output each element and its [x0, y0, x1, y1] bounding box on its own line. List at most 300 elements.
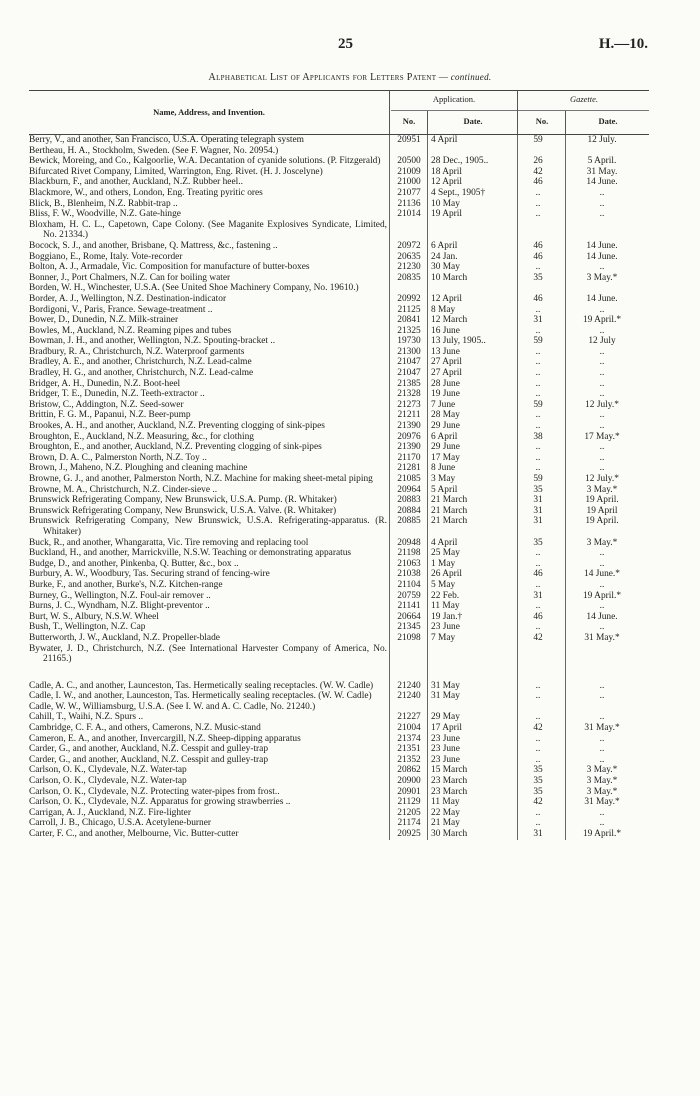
- application-number: 21325: [397, 325, 421, 336]
- application-date: 11 May: [431, 797, 460, 808]
- gazette-number: ..: [535, 622, 541, 633]
- application-number: [391, 702, 427, 713]
- gazette-number: ..: [535, 421, 541, 432]
- application-date: 12 April: [431, 177, 462, 188]
- gazette-date: ..: [599, 463, 605, 474]
- table-row: [29, 818, 649, 829]
- gazette-number: ..: [535, 754, 541, 765]
- application-date: 13 June: [431, 346, 460, 357]
- table-row: [29, 591, 649, 602]
- application-number: 21098: [397, 632, 421, 643]
- gazette-date: 19 April.*: [582, 590, 622, 601]
- column-rule: [517, 135, 518, 840]
- gazette-date: 17 May.*: [584, 431, 620, 442]
- applicant-entry: [29, 548, 391, 559]
- table-row: [29, 252, 649, 263]
- table-row: [29, 569, 649, 580]
- table-row: [29, 294, 649, 305]
- gazette-date: ..: [599, 410, 605, 421]
- gazette-number: ..: [535, 579, 541, 590]
- application-date: 23 June: [431, 754, 460, 765]
- document-code: H.—10.: [598, 36, 648, 52]
- application-number: 21009: [397, 166, 421, 177]
- application-date: 7 June: [431, 399, 456, 410]
- applicant-entry: [29, 167, 391, 178]
- entry-text: Buck, R., and another, Whangaratta, Vic. Tire removing and replacing tool: [29, 537, 309, 548]
- column-header-gazette-no: No.: [535, 116, 549, 126]
- gazette-number: ..: [535, 463, 541, 474]
- applicant-entry: [29, 156, 391, 167]
- gazette-date: 19 April: [586, 505, 618, 516]
- entry-text: Carlson, O. K., Clydevale, N.Z. Water-tap: [29, 765, 187, 776]
- application-date: 12 April: [431, 293, 462, 304]
- entry-text: Brown, D. A. C., Palmerston North, N.Z. Toy ..: [29, 452, 207, 463]
- applicant-entry: [29, 252, 391, 263]
- gazette-number: 31: [533, 829, 543, 839]
- gazette-number: ..: [535, 744, 541, 755]
- application-date: 19 April: [431, 209, 462, 220]
- application-date: 17 May: [431, 452, 460, 463]
- entry-text: Blackmore, W., and others, London, Eng. Treating pyritic ores: [29, 187, 263, 198]
- entry-text: Bridger, T. E., Dunedin, N.Z. Teeth-extractor ..: [29, 389, 205, 400]
- entry-text: Broughton, E., Auckland, N.Z. Measuring, &c., for clothing: [29, 431, 254, 442]
- entry-text: Burt, W. S., Albury, N.S.W. Wheel: [29, 611, 159, 622]
- application-date: 15 March: [431, 765, 468, 776]
- application-number: 21385: [397, 378, 421, 389]
- gazette-number: ..: [535, 378, 541, 389]
- table-row: [29, 156, 649, 167]
- application-number: 21047: [397, 357, 421, 368]
- application-number: 20500: [397, 156, 421, 167]
- gazette-number: 42: [533, 723, 543, 734]
- application-date: [427, 283, 515, 294]
- table-row: [29, 495, 649, 506]
- gazette-number: ..: [535, 325, 541, 336]
- title-lead: Alphabetical List of Applicants for Letters Patent: [208, 72, 437, 83]
- application-date: 4 April: [431, 135, 458, 145]
- gazette-number: ..: [535, 368, 541, 379]
- application-date: 31 May: [431, 691, 460, 702]
- entry-text: Blackburn, F., and another, Auckland, N.Z. Rubber heel..: [29, 177, 243, 188]
- application-number: 20664: [397, 611, 421, 622]
- applicant-entry: [29, 485, 391, 496]
- table-row: [29, 135, 649, 146]
- applicant-entry: [29, 474, 391, 485]
- application-date: 22 Feb.: [431, 590, 460, 601]
- gazette-date: ..: [599, 807, 605, 818]
- entry-text: Butterworth, J. W., Auckland, N.Z. Propeller-blade: [29, 632, 220, 643]
- gazette-number: ..: [535, 262, 541, 273]
- applicant-entry: [29, 421, 391, 432]
- application-date: 28 May: [431, 410, 460, 421]
- table-row: [29, 463, 649, 474]
- application-date: 3 May: [431, 474, 456, 484]
- entry-text: Bonner, J., Port Chalmers, N.Z. Can for boiling water: [29, 272, 231, 283]
- gazette-date: 3 May.*: [586, 537, 618, 548]
- application-date: 5 May: [431, 579, 456, 590]
- column-header-app-no: No.: [402, 116, 416, 126]
- application-date: 21 March: [431, 495, 468, 506]
- application-number: 20951: [397, 135, 421, 145]
- gazette-date: 3 May.*: [586, 786, 618, 797]
- gazette-date: ..: [599, 198, 605, 209]
- gazette-date: ..: [599, 421, 605, 432]
- table-row: [29, 336, 649, 347]
- application-number: 20862: [397, 765, 421, 776]
- table-row: [29, 453, 649, 464]
- application-date: 30 March: [431, 829, 468, 839]
- application-date: 6 April: [431, 431, 458, 442]
- table-body: [29, 135, 649, 840]
- application-number: 21273: [397, 399, 421, 410]
- application-date: 25 May: [431, 548, 460, 559]
- entry-text: Bradbury, R. A., Christchurch, N.Z. Waterproof garments: [29, 346, 245, 357]
- gazette-date: ..: [599, 389, 605, 400]
- applicant-entry: [29, 818, 391, 829]
- application-date: 23 June: [431, 622, 460, 633]
- application-date: 24 Jan.: [431, 251, 458, 262]
- entry-text: Blick, B., Blenheim, N.Z. Rabbit-trap ..: [29, 198, 178, 209]
- table-row: [29, 199, 649, 210]
- gazette-number: ..: [535, 818, 541, 829]
- application-number: 21174: [397, 818, 421, 829]
- applicant-entry: [29, 516, 391, 537]
- gazette-number: [515, 283, 561, 294]
- application-date: [427, 644, 515, 665]
- gazette-date: 12 July.*: [585, 474, 619, 484]
- header-rule: [427, 111, 428, 134]
- table-row: [29, 241, 649, 252]
- application-number: [391, 146, 427, 157]
- application-number: [391, 283, 427, 294]
- entry-text: Browne, M. A., Christchurch, N.Z. Cinder-sieve ..: [29, 484, 218, 495]
- applicant-entry: [29, 495, 391, 506]
- entry-text: Brunswick Refrigerating Company, New Brunswick, U.S.A. Valve. (R. Whitaker): [29, 505, 337, 516]
- table-row: [29, 633, 649, 644]
- column-header-app-date: Date.: [463, 116, 483, 126]
- application-number: 20901: [397, 786, 421, 797]
- table-row: [29, 474, 649, 485]
- gazette-date: 19 April.*: [582, 829, 622, 839]
- entry-text: Cambridge, C. F. A., and others, Camerons, N.Z. Music-stand: [29, 723, 261, 734]
- table-row: [29, 283, 649, 294]
- application-number: 21077: [397, 187, 421, 198]
- application-date: 13 July, 1905..: [431, 336, 486, 347]
- page-header: [0, 36, 700, 56]
- entry-text: Carlson, O. K., Clydevale, N.Z. Protecting water-pipes from frost..: [29, 786, 280, 797]
- applicant-entry: [29, 723, 391, 734]
- table-row: [29, 776, 649, 787]
- applicant-entry: [29, 622, 391, 633]
- applicant-entry: [29, 368, 391, 379]
- application-number: 21141: [397, 601, 421, 612]
- table-row: [29, 305, 649, 316]
- table-row: [29, 538, 649, 549]
- entry-text: Bifurcated Rivet Company, Limited, Warrington, Eng. Rivet. (H. J. Joscelyne): [29, 166, 323, 177]
- application-date: [427, 702, 515, 713]
- applicant-entry: [29, 432, 391, 443]
- gazette-date: ..: [599, 754, 605, 765]
- gazette-number: ..: [535, 807, 541, 818]
- application-number: 21390: [397, 442, 421, 453]
- application-number: 20635: [397, 251, 421, 262]
- application-number: 20900: [397, 776, 421, 787]
- gazette-date: 31 May.: [586, 166, 618, 177]
- entry-text: Bradley, A. E., and another, Christchurch, N.Z. Lead-calme: [29, 357, 252, 368]
- gazette-date: 3 May.*: [586, 484, 618, 495]
- application-number: 21390: [397, 421, 421, 432]
- gazette-number: ..: [535, 691, 541, 702]
- application-number: 21125: [397, 304, 421, 315]
- gazette-number: 35: [533, 537, 543, 548]
- gazette-number: ..: [535, 712, 541, 723]
- table-row: [29, 167, 649, 178]
- table-row: [29, 188, 649, 199]
- application-number: 20759: [397, 590, 421, 601]
- gazette-number: 59: [533, 474, 543, 484]
- application-date: 18 April: [431, 166, 462, 177]
- column-header-name: Name, Address, and Invention.: [153, 107, 265, 117]
- gazette-date: ..: [599, 368, 605, 379]
- gazette-date: ..: [599, 680, 605, 691]
- applicant-entry: [29, 177, 391, 188]
- application-number: 21211: [397, 410, 421, 421]
- application-number: 21281: [397, 463, 421, 474]
- applicant-entry: [29, 400, 391, 411]
- applicant-entry: [29, 506, 391, 517]
- entry-text: Bocock, S. J., and another, Brisbane, Q. Mattress, &c., fastening ..: [29, 240, 278, 251]
- applicant-entry: [29, 644, 391, 665]
- table-row: [29, 829, 649, 840]
- applicant-entry: [29, 209, 391, 220]
- table-row: [29, 580, 649, 591]
- entry-text: Cameron, E. A., and another, Invercargill, N.Z. Sheep-dipping apparatus: [29, 733, 301, 744]
- gazette-number: ..: [535, 452, 541, 463]
- gazette-date: 12 July.: [587, 135, 617, 145]
- gazette-date: ..: [599, 304, 605, 315]
- applicant-entry: [29, 755, 391, 766]
- gazette-date: ..: [599, 187, 605, 198]
- column-header-gazette-date: Date.: [598, 116, 618, 126]
- applicant-entry: [29, 336, 391, 347]
- gazette-date: [561, 283, 643, 294]
- entry-text: Brookes, A. H., and another, Auckland, N.Z. Preventing clogging of sink-pipes: [29, 421, 325, 432]
- entry-text: Carder, G., and another, Auckland, N.Z. Cesspit and gulley-trap: [29, 754, 269, 765]
- header-rule: [389, 91, 390, 134]
- table-row: [29, 622, 649, 633]
- gazette-number: 46: [533, 569, 543, 580]
- applicant-entry: [29, 712, 391, 723]
- application-number: 21014: [397, 209, 421, 220]
- application-date: 23 March: [431, 786, 468, 797]
- application-number: 21240: [397, 680, 421, 691]
- application-date: 10 March: [431, 272, 468, 283]
- gazette-number: ..: [535, 558, 541, 569]
- application-number: 21038: [397, 569, 421, 580]
- table-row: [29, 787, 649, 798]
- table-row: [29, 421, 649, 432]
- table-row: [29, 315, 649, 326]
- entry-text: Bywater, J. D., Christchurch, N.Z. (See International Harvester Company of America, No. 21165.): [29, 643, 387, 665]
- application-number: 19730: [397, 336, 421, 347]
- applicant-entry: [29, 294, 391, 305]
- applicant-entry: [29, 315, 391, 326]
- entry-text: Burney, G., Wellington, N.Z. Foul-air remover ..: [29, 590, 211, 601]
- page-number: 25: [338, 36, 353, 52]
- table-row: [29, 389, 649, 400]
- applicant-entry: [29, 463, 391, 474]
- gazette-date: [561, 220, 643, 241]
- application-date: 6 April: [431, 240, 458, 251]
- application-date: 30 May: [431, 262, 460, 273]
- table-row: [29, 506, 649, 517]
- title-continued: continued.: [450, 72, 492, 82]
- application-date: 19 June: [431, 389, 460, 400]
- entry-text: Bower, D., Dunedin, N.Z. Milk-strainer: [29, 315, 179, 326]
- table-row: [29, 808, 649, 819]
- entry-text: Browne, G. J., and another, Palmerston North, N.Z. Machine for making sheet-metal piping: [29, 474, 373, 484]
- entry-text: Brunswick Refrigerating Company, New Brunswick, U.S.A. Pump. (R. Whitaker): [29, 495, 337, 506]
- applicant-entry: [29, 262, 391, 273]
- application-number: 21004: [397, 723, 421, 734]
- gazette-date: 14 June.: [586, 611, 618, 622]
- applicant-entry: [29, 765, 391, 776]
- gazette-number: ..: [535, 601, 541, 612]
- gazette-number: 42: [533, 166, 543, 177]
- table-row: [29, 410, 649, 421]
- entry-text: Budge, D., and another, Pinkenba, Q. Butter, &c., box ..: [29, 558, 239, 569]
- entry-text: Burke, F., and another, Burke's, N.Z. Kitchen-range: [29, 579, 223, 590]
- gazette-date: ..: [599, 622, 605, 633]
- application-number: 20885: [397, 516, 421, 527]
- application-number: 21047: [397, 368, 421, 379]
- applicant-entry: [29, 326, 391, 337]
- application-number: 21063: [397, 558, 421, 569]
- gazette-number: [515, 220, 561, 241]
- applicant-entry: [29, 633, 391, 644]
- applicant-entry: [29, 776, 391, 787]
- application-date: 26 April: [431, 569, 462, 580]
- applicant-entry: [29, 797, 391, 808]
- applicant-entry: [29, 702, 391, 713]
- application-date: 4 April: [431, 537, 458, 548]
- application-date: 27 April: [431, 357, 462, 368]
- application-date: 31 May: [431, 680, 460, 691]
- gazette-date: ..: [599, 548, 605, 559]
- gazette-date: 14 June.*: [584, 569, 620, 580]
- gazette-date: ..: [599, 346, 605, 357]
- gazette-date: 12 July: [588, 336, 616, 347]
- application-number: 21085: [397, 474, 421, 484]
- table-row: [29, 797, 649, 808]
- table-row: [29, 765, 649, 776]
- gazette-date: 3 May.*: [586, 776, 618, 787]
- applicant-entry: [29, 273, 391, 284]
- table-row: [29, 262, 649, 273]
- gazette-date: ..: [599, 579, 605, 590]
- application-date: 8 June: [431, 463, 456, 474]
- entry-text: Border, A. J., Wellington, N.Z. Destination-indicator: [29, 293, 227, 304]
- application-number: 20883: [397, 495, 421, 506]
- table-row: [29, 146, 649, 157]
- gazette-number: 59: [533, 135, 543, 145]
- table-row: [29, 755, 649, 766]
- table-row: [29, 485, 649, 496]
- entry-text: Carder, G., and another, Auckland, N.Z. Cesspit and gulley-trap: [29, 744, 269, 755]
- gazette-date: 31 May.*: [584, 797, 620, 808]
- applicant-entry: [29, 135, 391, 146]
- application-date: 22 May: [431, 807, 460, 818]
- column-rule: [427, 135, 428, 840]
- applicant-entry: [29, 389, 391, 400]
- entry-text: Bolton, A. J., Armadale, Vic. Composition for manufacture of butter-boxes: [29, 262, 310, 273]
- applicant-entry: [29, 580, 391, 591]
- entry-text: Carroll, J. B., Chicago, U.S.A. Acetylene-burner: [29, 818, 211, 829]
- application-date: 21 March: [431, 516, 468, 527]
- gazette-number: 31: [533, 495, 543, 506]
- gazette-number: ..: [535, 733, 541, 744]
- entry-text: Boggiano, E., Rome, Italy. Vote-recorder: [29, 251, 183, 262]
- gazette-number: ..: [535, 410, 541, 421]
- table-row: [29, 548, 649, 559]
- table-row: [29, 516, 649, 537]
- application-number: 20948: [397, 537, 421, 548]
- application-date: 19 Jan.†: [431, 611, 463, 622]
- applicant-entry: [29, 199, 391, 210]
- applicant-entry: [29, 538, 391, 549]
- entry-text: Bristow, C., Addington, N.Z. Seed-sower: [29, 399, 184, 410]
- gazette-date: 19 April.: [585, 495, 619, 506]
- applicants-table: [29, 90, 649, 840]
- table-row: [29, 442, 649, 453]
- entry-text: Bowles, M., Auckland, N.Z. Reaming pipes and tubes: [29, 325, 232, 336]
- gazette-number: 42: [533, 632, 543, 643]
- gazette-number: 31: [533, 590, 543, 601]
- application-date: 4 Sept., 1905†: [431, 187, 486, 198]
- gazette-number: 46: [533, 251, 543, 262]
- table-row: [29, 209, 649, 220]
- entry-text: Broughton, E., and another, Auckland, N.Z. Preventing clogging of sink-pipes: [29, 442, 322, 453]
- entry-text: Carrigan, A. J., Auckland, N.Z. Fire-lighter: [29, 807, 191, 818]
- entry-text: Bradley, H. G., and another, Christchurch, N.Z. Lead-calme: [29, 368, 254, 379]
- application-number: 21170: [397, 452, 421, 463]
- application-number: [391, 644, 427, 665]
- entry-text: Brown, J., Maheno, N.Z. Ploughing and cleaning machine: [29, 463, 248, 474]
- entry-text: Cadle, A. C., and another, Launceston, Tas. Hermetically sealing receptacles. (W. W. Cadle): [29, 680, 374, 691]
- applicant-entry: [29, 691, 391, 702]
- gazette-number: 26: [533, 156, 543, 167]
- gazette-number: 35: [533, 272, 543, 283]
- application-date: 21 March: [431, 505, 468, 516]
- gazette-date: 12 July.*: [585, 399, 619, 410]
- entry-text: Brunswick Refrigerating Company, New Brunswick, U.S.A. Refrigerating-apparatus. (R. Whitaker): [29, 516, 387, 537]
- gazette-date: ..: [599, 262, 605, 273]
- gazette-number: 31: [533, 505, 543, 516]
- application-date: 21 May: [431, 818, 460, 829]
- entry-text: Bliss, F. W., Woodville, N.Z. Gate-hinge: [29, 209, 181, 220]
- gazette-date: ..: [599, 452, 605, 463]
- applicant-entry: [29, 744, 391, 755]
- application-number: 21300: [397, 346, 421, 357]
- header-divider: [391, 110, 649, 111]
- application-date: 28 Dec., 1905..: [431, 156, 489, 167]
- section-gap: [29, 665, 649, 681]
- entry-text: Bowman, J. H., and another, Wellington, N.Z. Spouting-bracket ..: [29, 336, 276, 347]
- gazette-number: 38: [533, 431, 543, 442]
- application-number: 21328: [397, 389, 421, 400]
- gazette-date: 14 June.: [586, 177, 618, 188]
- application-number: 21352: [397, 754, 421, 765]
